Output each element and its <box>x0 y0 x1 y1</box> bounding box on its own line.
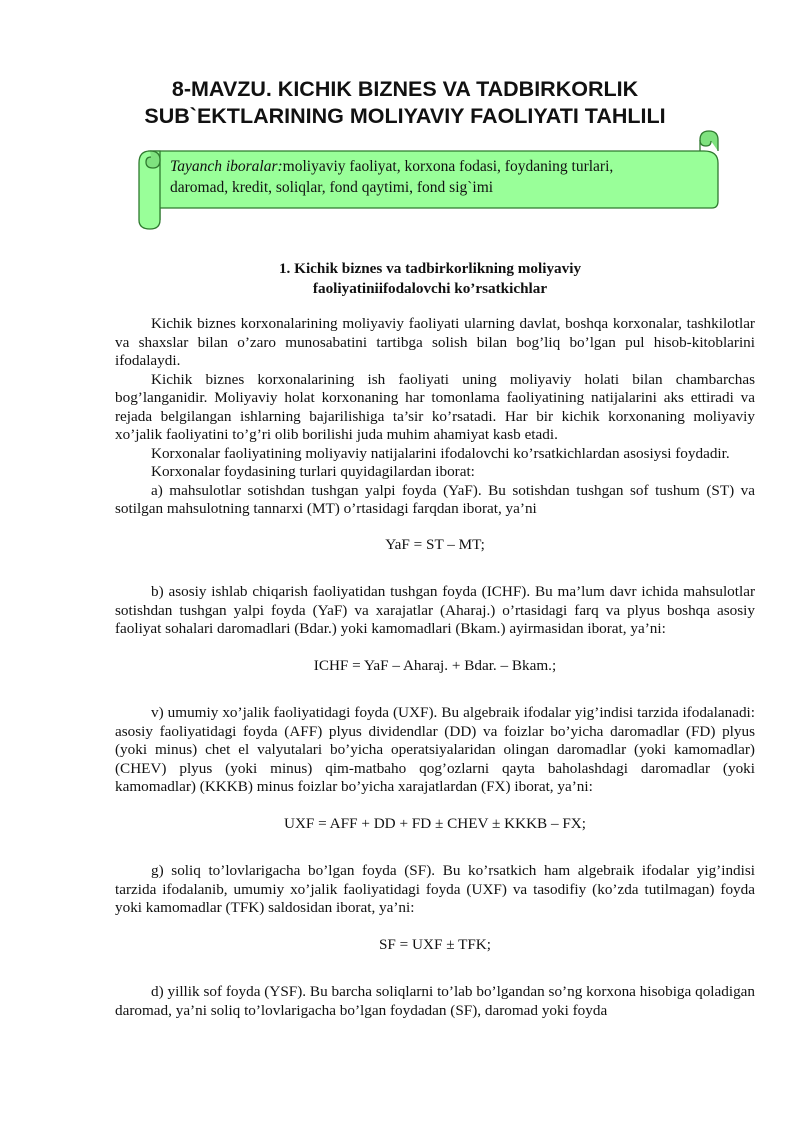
keywords-text-1: moliyaviy faoliyat, korxona fodasi, foydaning turlari, <box>282 158 614 175</box>
section-heading-line-2: faoliyatiniifodalovchi ko’rsatkichlar <box>312 280 548 297</box>
formula-uxf: UXF = AFF + DD + FD ± CHEV ± KKKB – FX; <box>283 814 586 832</box>
keywords-scroll-banner <box>0 0 800 260</box>
keywords-lead: Tayanch iboralar: <box>170 158 283 175</box>
keywords-line-1 <box>170 156 710 177</box>
keywords-box <box>170 156 710 198</box>
paragraph: Korxonalar faoliyatining moliyaviy natijalarini ifodalovchi ko’rsatkichlardan asosiysi foydadir. <box>151 444 730 462</box>
paragraph: Kichik biznes korxonalarining ish faoliyati uning moliyaviy holati bilan chambarchas bog’langanidir. Moliyaviy holat korxonaning har tomonlama faoliyatining natijalarini aks ettiradi va rejada belgilangan ishlarning bajarilishiga ta’sir ko’rsatadi. Har bir kichik korxonaning moliyaviy xo’jalik faoliyatini to’g’ri olib borilishi juda muhim ahamiyat kasb etadi. <box>115 370 755 443</box>
paragraph: g) soliq to’lovlarigacha bo’lgan foyda (SF). Bu ko’rsatkich ham algebraik ifodalar yig’indisi tarzida ifodalanib, umumiy xo’jalik faoliyatidagi foyda (UXF) va tasodifiy (ko’zda tutilmagan) foyda yoki kamomadlar (TFK) saldosidan iborat, ya’ni: <box>115 862 755 916</box>
paragraph: Korxonalar foydasining turlari quyidagilardan iborat: <box>151 463 475 480</box>
formula-ichf: ICHF = YaF – Aharaj. + Bdar. – Bkam.; <box>313 656 557 674</box>
keywords-text-2: daromad, kredit, soliqlar, fond qaytimi, fond sig`imi <box>170 179 494 196</box>
body-text <box>115 315 755 1020</box>
paragraph: v) umumiy xo’jalik faoliyatidagi foyda (UXF). Bu algebraik ifodalar yig’indisi tarzida ifodalanadi: asosiy faoliyatidagi foyda (AFF) plyus dividendlar (DD) va foizlar bo’yicha daromadlar (FD) plyus (yoki minus) chet el valyutalari bo’yicha operatsiyalaridan olingan daromadlar (yoki kamomadlar) (CHEV) plyus (yoki minus) qim-matbaho qog’ozlarni qayta baholashdagi daromadlar (yoki kamomadlar) (KKKB) minus foizlar bo’yicha xarajatlardan (FX) iborat, ya’ni: <box>115 704 755 795</box>
formula-yaf: YaF = ST – MT; <box>385 535 485 553</box>
paragraph: a) mahsulotlar sotishdan tushgan yalpi foyda (YaF). Bu sotishdan tushgan sof tushum (ST) va sotilgan mahsulotning tannarxi (MT) o’rtasidagi farqdan iborat, ya’ni <box>115 481 755 517</box>
title-line-2: SUB`EKTLARINING MOLIYAVIY FAOLIYATI TAHLILI <box>144 104 666 128</box>
paragraph: d) yillik sof foyda (YSF). Bu barcha soliqlarni to’lab bo’lgandan so’ng korxona hisobiga qoladigan daromad, ya’ni soliq to’lovlarigacha bo’lgan foydadan (SF), daromad yoki foyda <box>115 983 755 1019</box>
title-line-1: 8-MAVZU. KICHIK BIZNES VA TADBIRKORLIK <box>171 77 639 101</box>
formula-sf: SF = UXF ± TFK; <box>378 935 491 953</box>
section-heading <box>120 259 740 299</box>
section-heading-line-1: 1. Kichik biznes va tadbirkorlikning moliyaviy <box>278 260 582 277</box>
paragraph: Kichik biznes korxonalarining moliyaviy faoliyati ularning davlat, boshqa korxonalar, tashkilotlar va shaxslar bilan o’zaro munosabatini tartibga solish bilan bog’liq bo’lgan pul hisob-kitoblarini ifodalaydi. <box>115 315 755 369</box>
paragraph: b) asosiy ishlab chiqarish faoliyatidan tushgan foyda (ICHF). Bu ma’lum davr ichida mahsulotlar sotishdan tushgan yalpi foyda (YaF) va xarajatlar (Aharaj.) o’rtasidagi farq va plyus boshqa asosiy faoliyat sohalari daromadlari (Bdar.) yoki kamomadlari (Bkam.) ayirmasidan iborat, ya’ni: <box>115 583 755 637</box>
